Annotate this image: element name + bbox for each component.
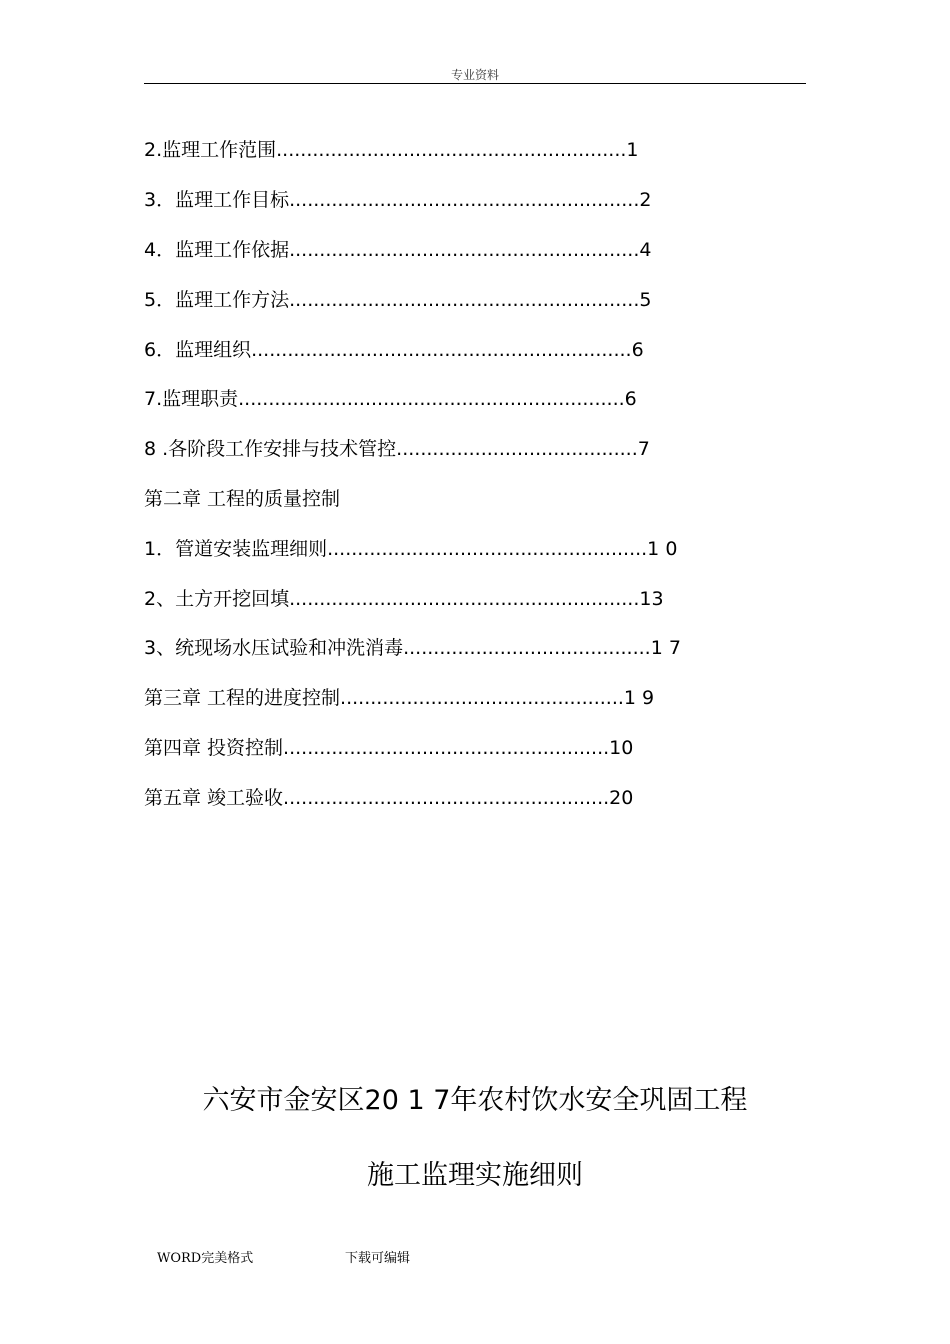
toc-entry-stage-arrangements: 8 .各阶段工作安排与技术管控........................................7 [144,438,650,460]
page-header: 专业资料 [450,68,499,82]
document-title-line-1: 六安市金安区20 1 7年农村饮水安全巩固工程 [202,1085,748,1116]
toc-entry-pressure-test: 3、统现场水压试验和冲洗消毒.........................................1 7 [144,637,681,659]
toc-entry-pipeline-installation: 1．管道安装监理细则.....................................................1 0 [144,538,678,560]
toc-entry-supervision-goals: 3．监理工作目标..........................................................2 [144,189,652,211]
toc-chapter-4: 第四章 投资控制......................................................10 [144,737,634,759]
toc-chapter-2-heading: 第二章 工程的质量控制 [144,488,341,510]
header-rule [144,83,806,84]
document-title-line-2: 施工监理实施细则 [367,1160,583,1191]
toc-chapter-3: 第三章 工程的进度控制...............................................1 9 [144,687,655,709]
footer-left-text: WORD完美格式 [157,1251,254,1266]
footer-right-text: 下载可编辑 [345,1251,411,1266]
toc-entry-supervision-basis: 4．监理工作依据..........................................................4 [144,239,652,261]
toc-entry-supervision-duties: 7.监理职责................................................................6 [144,388,637,410]
toc-entry-supervision-organization: 6．监理组织...............................................................6 [144,339,644,361]
toc-entry-supervision-scope: 2.监理工作范围..........................................................1 [144,139,639,161]
toc-entry-supervision-methods: 5．监理工作方法..........................................................5 [144,289,652,311]
toc-entry-earthwork: 2、土方开挖回填..........................................................13 [144,588,664,610]
toc-chapter-5: 第五章 竣工验收......................................................20 [144,787,634,809]
